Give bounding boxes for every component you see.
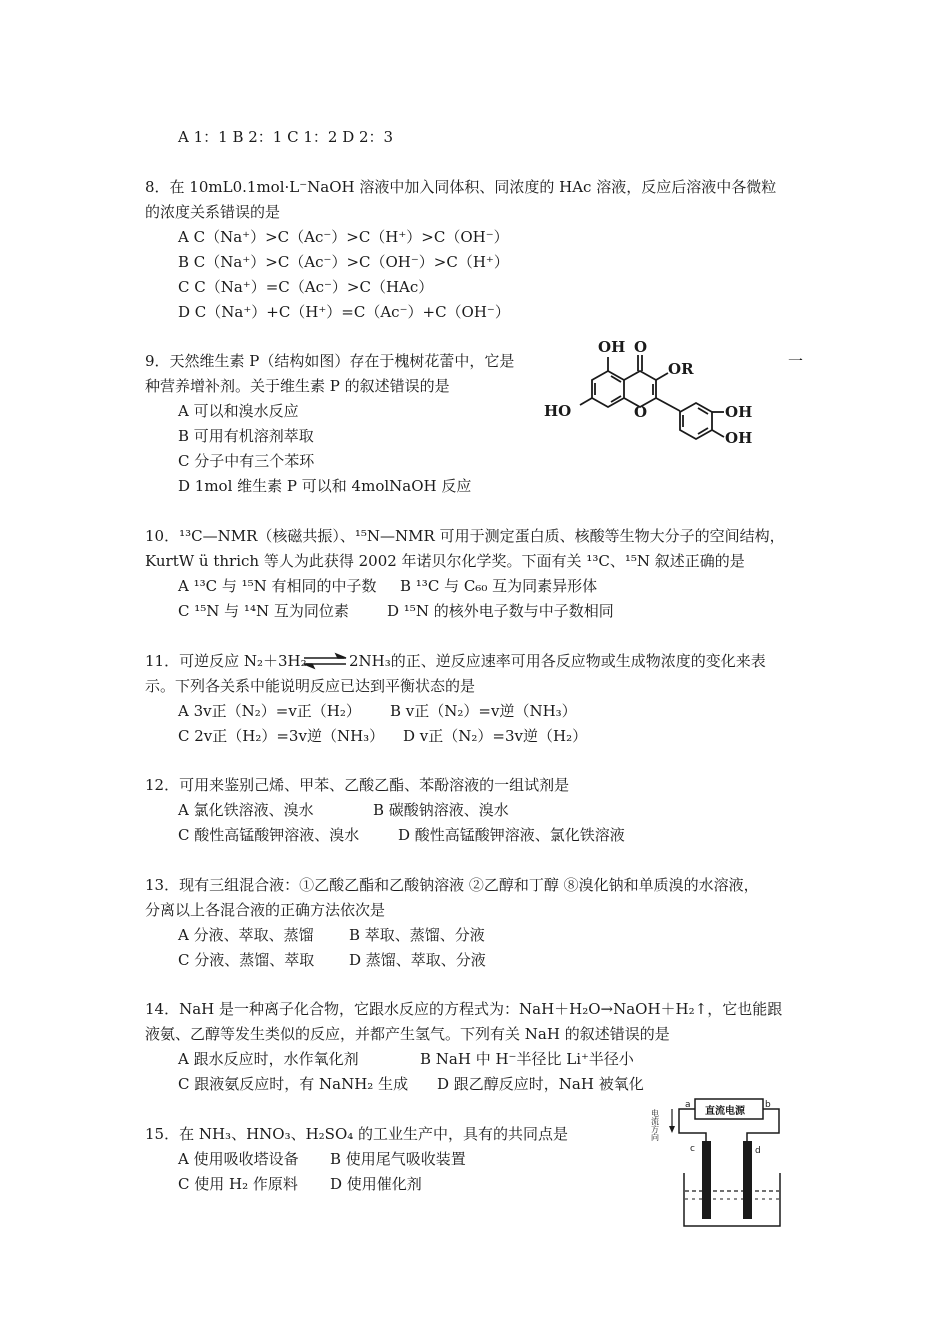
q13-option-a: A 分液、萃取、蒸馏 (178, 926, 314, 944)
electrode-d (743, 1141, 752, 1219)
label-or: OR (668, 360, 694, 378)
vitamin-p-structure-diagram (538, 333, 788, 453)
current-direction-label: 电流方向 (650, 1109, 660, 1141)
q13-stem-line1: 13．现有三组混合液：①乙酸乙酯和乙酸钠溶液 ②乙醇和丁醇 ⑧溴化钠和单质溴的水溶液， (145, 876, 759, 894)
q13-option-b: B 萃取、蒸馏、分液 (349, 926, 485, 944)
electrode-c-label: c (690, 1144, 695, 1154)
q9-option-d: D 1mol 维生素 P 可以和 4molNaOH 反应 (178, 477, 472, 495)
q14-stem-line1: 14．NaH 是一种离子化合物，它跟水反应的方程式为：NaH＋H₂O→NaOH＋H₂↑，它也能跟 (145, 1000, 783, 1018)
power-supply-label: 直流电源 (705, 1106, 745, 1117)
q9-option-b: B 可用有机溶剂萃取 (178, 427, 314, 445)
q15-option-a: A 使用吸收塔设备 (178, 1150, 299, 1168)
q8-option-d: D C（Na⁺）+C（H⁺）=C（Ac⁻）+C（OH⁻） (178, 303, 510, 321)
q14-option-b: B NaH 中 H⁻半径比 Li⁺半径小 (420, 1050, 634, 1068)
q8-option-b: B C（Na⁺）>C（Ac⁻）>C（OH⁻）>C（H⁺） (178, 253, 509, 271)
q13-stem-line2: 分离以上各混合液的正确方法依次是 (145, 901, 386, 919)
equilibrium-arrow-icon (302, 652, 348, 670)
q10-option-d: D ¹⁵N 的核外电子数与中子数相同 (387, 602, 614, 620)
q9-option-a: A 可以和溴水反应 (178, 402, 299, 420)
label-ho-left: HO (544, 402, 572, 420)
label-oh-right2: OH (725, 429, 753, 447)
q12-option-a: A 氯化铁溶液、溴水 (178, 801, 314, 819)
terminal-b-label: b (765, 1100, 771, 1110)
q15-option-b: B 使用尾气吸收装置 (330, 1150, 466, 1168)
q11-stem-line1-post: 2NH₃的正、逆反应速率可用各反应物或生成物浓度的变化来表 (349, 652, 766, 670)
electrode-d-label: d (755, 1146, 761, 1156)
q12-option-c: C 酸性高锰酸钾溶液、溴水 (178, 826, 360, 844)
q10-option-c: C ¹⁵N 与 ¹⁴N 互为同位素 (178, 602, 349, 620)
q9-option-c: C 分子中有三个苯环 (178, 452, 315, 470)
terminal-a-label: a (685, 1100, 691, 1110)
electrode-c (702, 1141, 711, 1219)
q8-option-c: C C（Na⁺）=C（Ac⁻）>C（HAc） (178, 278, 434, 296)
q11-option-b: B v正（N₂）=v逆（NH₃） (390, 702, 577, 720)
q11-stem-line1-pre: 11．可逆反应 N₂＋3H₂ (145, 652, 307, 670)
q12-option-d: D 酸性高锰酸钾溶液、氯化铁溶液 (398, 826, 625, 844)
label-oh-top: OH (598, 338, 626, 356)
q14-option-d: D 跟乙醇反应时，NaH 被氧化 (437, 1075, 644, 1093)
label-oh-right1: OH (725, 403, 753, 421)
q11-option-a: A 3v正（N₂）=v正（H₂） (178, 702, 361, 720)
q15-option-d: D 使用催化剂 (330, 1175, 422, 1193)
q10-option-a: A ¹³C 与 ¹⁵N 有相同的中子数 (178, 577, 377, 595)
q10-stem-line1: 10．¹³C—NMR（核磁共振）、¹⁵N—NMR 可用于测定蛋白质、核酸等生物大分子的空间结构， (145, 527, 785, 545)
label-ring-o: O (634, 403, 648, 421)
q15-stem: 15．在 NH₃、HNO₃、H₂SO₄ 的工业生产中，具有的共同点是 (145, 1125, 569, 1143)
electrolysis-apparatus-diagram (652, 1095, 792, 1235)
q9-stem-line1: 9．天然维生素 P（结构如图）存在于槐树花蕾中，它是 (145, 352, 515, 370)
label-carbonyl-o: O (634, 338, 648, 356)
q11-stem-line2: 示。下列各关系中能说明反应已达到平衡状态的是 (145, 677, 476, 695)
q14-option-a: A 跟水反应时，水作氧化剂 (178, 1050, 359, 1068)
q9-stem-line1-tail: 一 (788, 352, 804, 370)
q10-stem-line2: KurtW ü thrich 等人为此获得 2002 年诺贝尔化学奖。下面有关 ¹³C、¹⁵N 叙述正确的是 (145, 552, 745, 570)
q12-option-b: B 碳酸钠溶液、溴水 (373, 801, 509, 819)
q12-stem: 12．可用来鉴别己烯、甲苯、乙酸乙酯、苯酚溶液的一组试剂是 (145, 776, 570, 794)
q10-option-b: B ¹³C 与 C₆₀ 互为同素异形体 (400, 577, 598, 595)
q13-option-c: C 分液、蒸馏、萃取 (178, 951, 315, 969)
q8-stem-line1: 8．在 10mL0.1mol·L⁻NaOH 溶液中加入同体积、同浓度的 HAc 溶液，反应后溶液中各微粒 (145, 178, 777, 196)
q9-stem-line2: 种营养增补剂。关于维生素 P 的叙述错误的是 (145, 377, 450, 395)
q14-stem-line2: 液氨、乙醇等发生类似的反应，并都产生氢气。下列有关 NaH 的叙述错误的是 (145, 1025, 670, 1043)
q7-options: A 1：1 B 2：1 C 1：2 D 2：3 (178, 128, 394, 146)
q15-option-c: C 使用 H₂ 作原料 (178, 1175, 298, 1193)
q8-stem-line2: 的浓度关系错误的是 (145, 203, 281, 221)
q8-option-a: A C（Na⁺）>C（Ac⁻）>C（H⁺）>C（OH⁻） (178, 228, 509, 246)
q11-option-d: D v正（N₂）=3v逆（H₂） (403, 727, 588, 745)
q14-option-c: C 跟液氨反应时，有 NaNH₂ 生成 (178, 1075, 409, 1093)
q11-option-c: C 2v正（H₂）=3v逆（NH₃） (178, 727, 385, 745)
q13-option-d: D 蒸馏、萃取、分液 (349, 951, 486, 969)
